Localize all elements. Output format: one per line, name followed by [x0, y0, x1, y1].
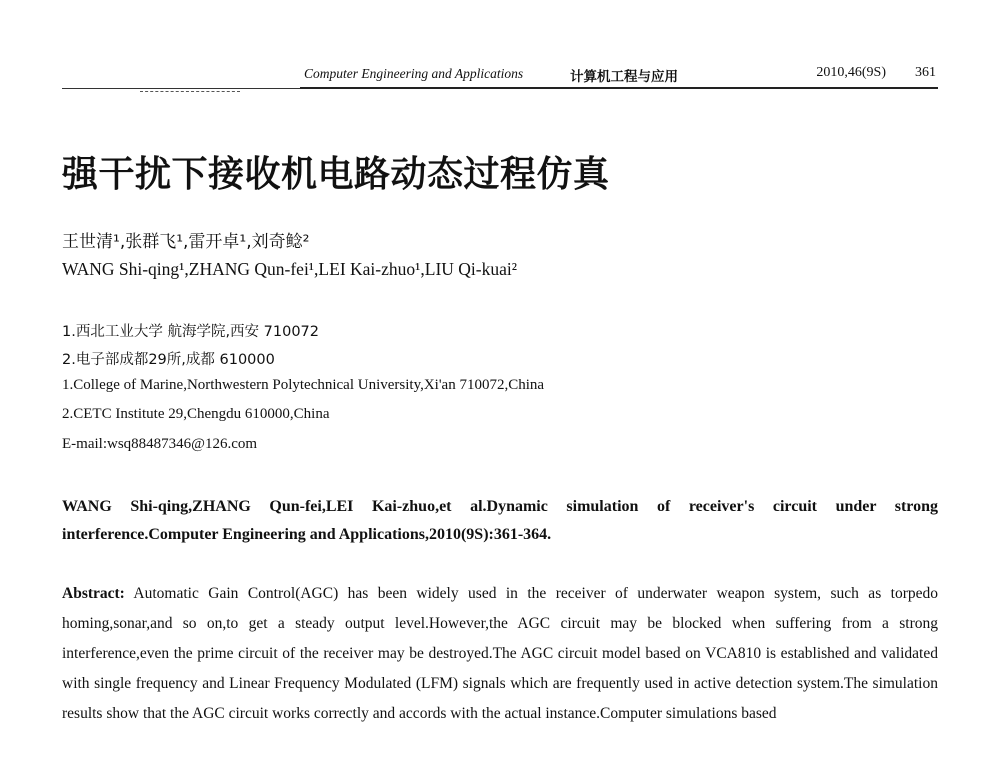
authors-en: WANG Shi-qing¹,ZHANG Qun-fei¹,LEI Kai-zhuo¹,LIU Qi-kuai²: [62, 259, 517, 279]
header-rule: [300, 87, 938, 89]
affiliation-en-2: 2.CETC Institute 29,Chengdu 610000,China: [62, 406, 330, 422]
page-number: 361: [915, 65, 936, 80]
abstract: [62, 579, 938, 729]
header-rule-left-dashed: [140, 91, 240, 92]
journal-name-cn: 计算机工程与应用: [570, 69, 678, 85]
abstract-label: Abstract:: [62, 585, 125, 602]
header-rule-left: [62, 88, 300, 89]
author-email: E-mail:wsq88487346@126.com: [62, 436, 258, 452]
affiliation-cn-2: 2.电子部成都29所,成都 610000: [62, 352, 275, 368]
journal-name-en: Computer Engineering and Applications: [304, 66, 524, 81]
issue-number: 2010,46(9S): [816, 65, 886, 80]
authors-cn: 王世清¹,张群飞¹,雷开卓¹,刘奇鲶²: [62, 232, 310, 252]
running-header: [300, 64, 938, 86]
affiliation-en-1: 1.College of Marine,Northwestern Polytechnical University,Xi'an 710072,China: [62, 377, 545, 393]
citation-reference: WANG Shi-qing,ZHANG Qun-fei,LEI Kai-zhuo,et al.Dynamic simulation of receiver's circuit under strong interference.Computer Engineering and Applications,2010(9S):361-364.: [62, 498, 938, 543]
affiliation-cn-1: 1.西北工业大学 航海学院,西安 710072: [62, 324, 320, 340]
paper-title: 强干扰下接收机电路动态过程仿真: [62, 154, 610, 195]
abstract-text: Automatic Gain Control(AGC) has been widely used in the receiver of underwater weapon system, such as torpedo homing,sonar,and so on,to get a steady output level.However,the AGC circuit may be blocked when suffering from a strong interference,even the prime circuit of the receiver may be destroyed.The AGC circuit model based on VCA810 is established and validated with single frequency and Linear Frequency Modulated (LFM) signals which are frequently used in active detection system.The simulation results show that the AGC circuit works correctly and accords with the actual instance.Computer simulations based: [62, 585, 938, 722]
